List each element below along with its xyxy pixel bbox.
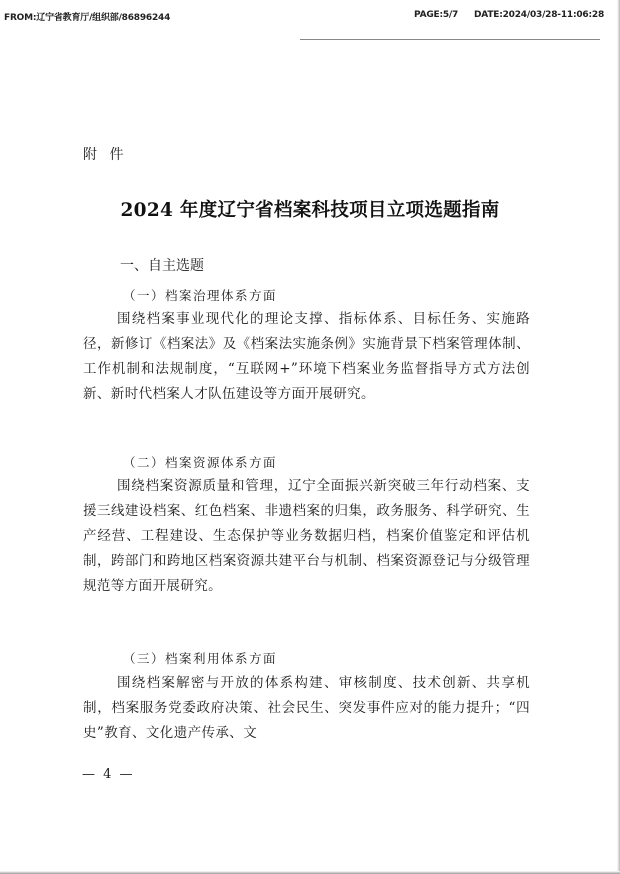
subsection-body-1: 围绕档案事业现代化的理论支撑、指标体系、目标任务、实施路径，新修订《档案法》及《档案法实施条例》实施背景下档案管理体制、工作机制和法规制度，“互联网+”环境下档案业务监督指导方式方法创新、新时代档案人才队伍建设等方面开展研究。: [83, 311, 530, 402]
fax-page: PAGE:5/7: [414, 10, 459, 20]
fax-from: FROM:辽宁省教育厅/组织部/86896244: [4, 13, 171, 23]
subsection-heading-2: （二）档案资源体系方面: [123, 455, 278, 470]
subsection-heading-3: （三）档案利用体系方面: [123, 651, 278, 666]
fax-header: [4, 10, 616, 26]
page-number: — 4 —: [82, 767, 135, 782]
subsection-heading-1: （一）档案治理体系方面: [123, 288, 278, 303]
subsection-body-2: 围绕档案资源质量和管理，辽宁全面振兴新突破三年行动档案、支援三线建设档案、红色档案、非遗档案的归集，政务服务、科学研究、生产经营、工程建设、生态保护等业务数据归档，档案价值鉴定和评估机制，跨部门和跨地区档案资源共建平台与机制、档案资源登记与分级管理规范等方面开展研究。: [83, 478, 530, 594]
fax-divider: [300, 39, 600, 40]
attachment-label: 附 件: [83, 147, 128, 163]
fax-date: DATE:2024/03/28-11:06:28: [474, 10, 605, 20]
subsection-body-3: 围绕档案解密与开放的体系构建、审核制度、技术创新、共享机制，档案服务党委政府决策、社会民生、突发事件应对的能力提升；“四史”教育、文化遗产传承、文: [83, 675, 530, 741]
document-title: 2024 年度辽宁省档案科技项目立项选题指南: [120, 200, 500, 221]
section-heading: 一、自主选题: [120, 258, 204, 274]
